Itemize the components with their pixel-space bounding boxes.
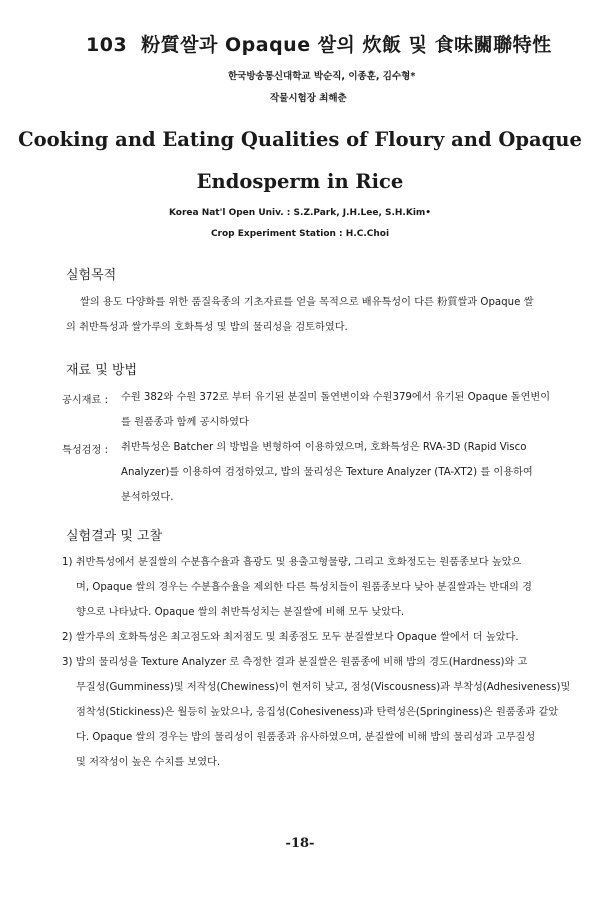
- results-line-1: 1) 취반특성에서 분질쌀의 수분흡수율과 흡광도 및 용출고형물량, 그리고 호화정도는 원품종보다 높았으: [62, 557, 522, 568]
- methods-item2-line-1: 취반특성은 Batcher 의 방법을 변형하여 이용하였으며, 호화특성은 RVA-3D (Rapid Visco: [121, 442, 527, 453]
- results-line-7: 점착성(Stickiness)은 월등히 높았으나, 응집성(Cohesiveness)과 탄력성은(Springiness)은 원품종과 같았: [76, 707, 559, 718]
- page-number: -18-: [285, 836, 315, 851]
- methods-item2-text: [121, 435, 533, 510]
- results-line-5: 3) 밥의 물리성을 Texture Analyzer 로 측정한 결과 분질쌀은 원품종에 비해 밥의 경도(Hardness)와 고: [62, 657, 528, 668]
- results-line-2: 며, Opaque 쌀의 경우는 수분흡수율을 제외한 다른 특성치들이 원품종보다 낮아 분질쌀과는 반대의 경: [76, 582, 532, 593]
- methods-item1-line-2: 를 원품종과 함께 공시하였다: [121, 417, 249, 428]
- results-line-6: 무질성(Gumminess)및 저작성(Chewiness)이 현저히 낮고, 점성(Viscousness)과 부착성(Adhesiveness)및: [76, 682, 571, 693]
- section-heading-methods: 재료 및 방법: [66, 363, 138, 378]
- methods-item1-text: [121, 385, 550, 435]
- methods-item1-line-1: 수원 382와 수원 372로 부터 유기된 분질미 돌연변이와 수원379에서 유기된 Opaque 돌연변이: [121, 392, 551, 403]
- methods-item2-line-2: Analyzer)를 이용하여 검정하였고, 밥의 물리성은 Texture Analyzer (TA-XT2) 를 이용하여: [121, 467, 533, 478]
- section-heading-results: 실험결과 및 고찰: [66, 529, 163, 544]
- authors-ko-line-2: 작물시험장 최해춘: [270, 93, 347, 104]
- methods-item1-label: 공시재료 :: [62, 395, 109, 406]
- title-en-line-2: Endosperm in Rice: [196, 170, 404, 193]
- title-en-line-1: Cooking and Eating Qualities of Floury and Opaque: [18, 128, 582, 151]
- abstract-number: 103: [86, 34, 128, 56]
- objective-line-1: 쌀의 용도 다양화를 위한 품질육종의 기초자료를 얻을 목적으로 배유특성이 다른 粉質쌀과 Opaque 쌀: [80, 297, 534, 308]
- title-ko-text: 粉質쌀과 Opaque 쌀의 炊飯 및 食味關聯特性: [141, 34, 552, 56]
- methods-item2-line-3: 분석하였다.: [121, 492, 174, 503]
- paper-title-ko: [86, 30, 552, 57]
- objective-line-2: 의 취반특성과 쌀가루의 호화특성 및 밥의 물리성을 검토하였다.: [66, 322, 348, 333]
- authors-ko-line-1: 한국방송통신대학교 박순직, 이종훈, 김수형*: [228, 71, 416, 82]
- results-line-3: 향으로 나타났다. Opaque 쌀의 취반특성치는 분질쌀에 비해 모두 낮았다.: [76, 607, 405, 618]
- results-line-8: 다. Opaque 쌀의 경우는 밥의 물리성이 원품종과 유사하였으며, 분질쌀에 비해 밥의 물리성과 고무질성: [76, 732, 536, 743]
- section-heading-objective: 실험목적: [66, 268, 117, 283]
- results-line-4: 2) 쌀가루의 호화특성은 최고점도와 최저점도 및 최종점도 모두 분질쌀보다 Opaque 쌀에서 더 높았다.: [62, 632, 519, 643]
- affiliation-en-line-2: Crop Experiment Station : H.C.Choi: [210, 229, 390, 239]
- methods-item2-label: 특성검정 :: [62, 445, 109, 456]
- results-paragraph: [62, 550, 570, 775]
- affiliation-en-line-1: Korea Nat'l Open Univ. : S.Z.Park, J.H.Lee, S.H.Kim•: [168, 208, 432, 218]
- objective-paragraph: [66, 290, 533, 340]
- results-line-9: 및 저작성이 높은 수치를 보였다.: [76, 757, 221, 768]
